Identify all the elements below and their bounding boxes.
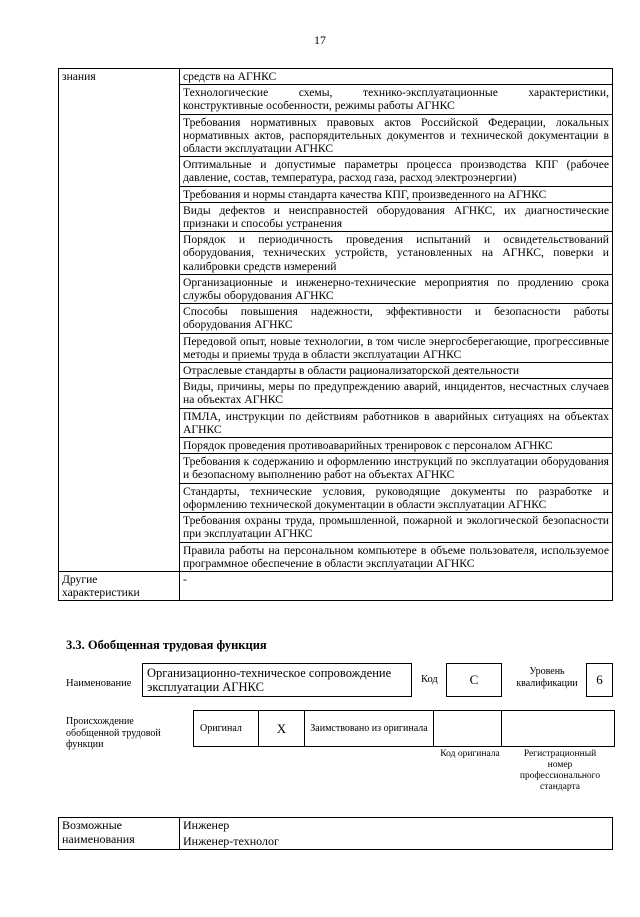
knowledge-item: Правила работы на персональном компьютере в объеме пользователя, используемое программное обеспечение в области эксплуатации АГНКС xyxy=(180,542,613,571)
knowledge-label: знания xyxy=(59,69,180,572)
knowledge-item: Порядок и периодичность проведения испытаний и освидетельствований оборудования, технических устройств, установленных на АГНКС, поверки и калибровки средств измерений xyxy=(180,232,613,275)
knowledge-item: Технологические схемы, технико-эксплуатационные характеристики, конструктивные особенности, режимы работы АГНКС xyxy=(180,85,613,114)
origin-reg-cell xyxy=(502,711,615,747)
knowledge-item: Порядок проведения противоаварийных тренировок с персоналом АГНКС xyxy=(180,438,613,454)
origin-table xyxy=(193,710,615,747)
knowledge-item: Требования к содержанию и оформлению инструкций по эксплуатации оборудования и безопасному выполнению работ на объектах АГНКС xyxy=(180,454,613,483)
code-value: С xyxy=(446,663,502,697)
section-title: 3.3. Обобщенная трудовая функция xyxy=(66,638,267,652)
original-mark: X xyxy=(259,711,305,747)
knowledge-table xyxy=(58,68,613,601)
borrowed-label: Заимствовано из оригинала xyxy=(305,711,434,747)
origin-code-cell xyxy=(434,711,502,747)
positions-label: Возможные наименования xyxy=(59,818,180,850)
knowledge-item: Оптимальные и допустимые параметры процесса производства КПГ (рабочее давление, состав, температура, расход газа, расход электроэнергии) xyxy=(180,157,613,186)
knowledge-item: средств на АГНКС xyxy=(180,69,613,85)
name-label: Наименование xyxy=(66,678,132,689)
name-value: Организационно-техническое сопровождение эксплуатации АГНКС xyxy=(147,666,392,694)
positions-table xyxy=(58,817,613,850)
knowledge-item: Отраслевые стандарты в области рационализаторской деятельности xyxy=(180,363,613,379)
knowledge-item: Организационные и инженерно-технические мероприятия по продлению срока службы оборудования АГНКС xyxy=(180,274,613,303)
original-label: Оригинал xyxy=(194,711,259,747)
knowledge-item: Виды, причины, меры по предупреждению аварий, инцидентов, несчастных случаев на объектах АГНКС xyxy=(180,379,613,408)
knowledge-item: Стандарты, технические условия, руководящие документы по разработке и оформлению технической документации в области эксплуатации АГНКС xyxy=(180,483,613,512)
position-item: Инженер-технолог xyxy=(180,834,613,850)
code-caption: Код оригинала xyxy=(440,749,500,759)
page-number: 17 xyxy=(314,33,326,47)
name-box xyxy=(142,663,412,697)
level-label: Уровень квалификации xyxy=(516,666,578,689)
knowledge-item: ПМЛА, инструкции по действиям работников в аварийных ситуациях на объектах АГНКС xyxy=(180,408,613,437)
origin-label: Происхождение обобщенной трудовой функции xyxy=(66,716,161,750)
knowledge-item: Виды дефектов и неисправностей оборудования АГНКС, их диагностические признаки и способы устранения xyxy=(180,202,613,231)
code-label: Код xyxy=(421,674,438,685)
knowledge-item: Передовой опыт, новые технологии, в том числе энергосберегающие, прогрессивные методы и приемы труда в области эксплуатации АГНКС xyxy=(180,333,613,362)
knowledge-item: Требования охраны труда, промышленной, пожарной и экологической безопасности при эксплуатации АГНКС xyxy=(180,513,613,542)
knowledge-item: Требования и нормы стандарта качества КПГ, произведенного на АГНКС xyxy=(180,186,613,202)
other-value: - xyxy=(180,571,613,600)
knowledge-item: Способы повышения надежности, эффективности и безопасности работы оборудования АГНКС xyxy=(180,304,613,333)
level-value: 6 xyxy=(586,663,613,697)
knowledge-item: Требования нормативных правовых актов Российской Федерации, локальных нормативных актов, распорядительных документов и технической документации в области эксплуатации АГНКС xyxy=(180,114,613,157)
other-label: Другие характеристики xyxy=(59,571,180,600)
reg-caption: Регистрационный номер профессионального стандарта xyxy=(519,749,601,792)
position-item: Инженер xyxy=(180,818,613,834)
